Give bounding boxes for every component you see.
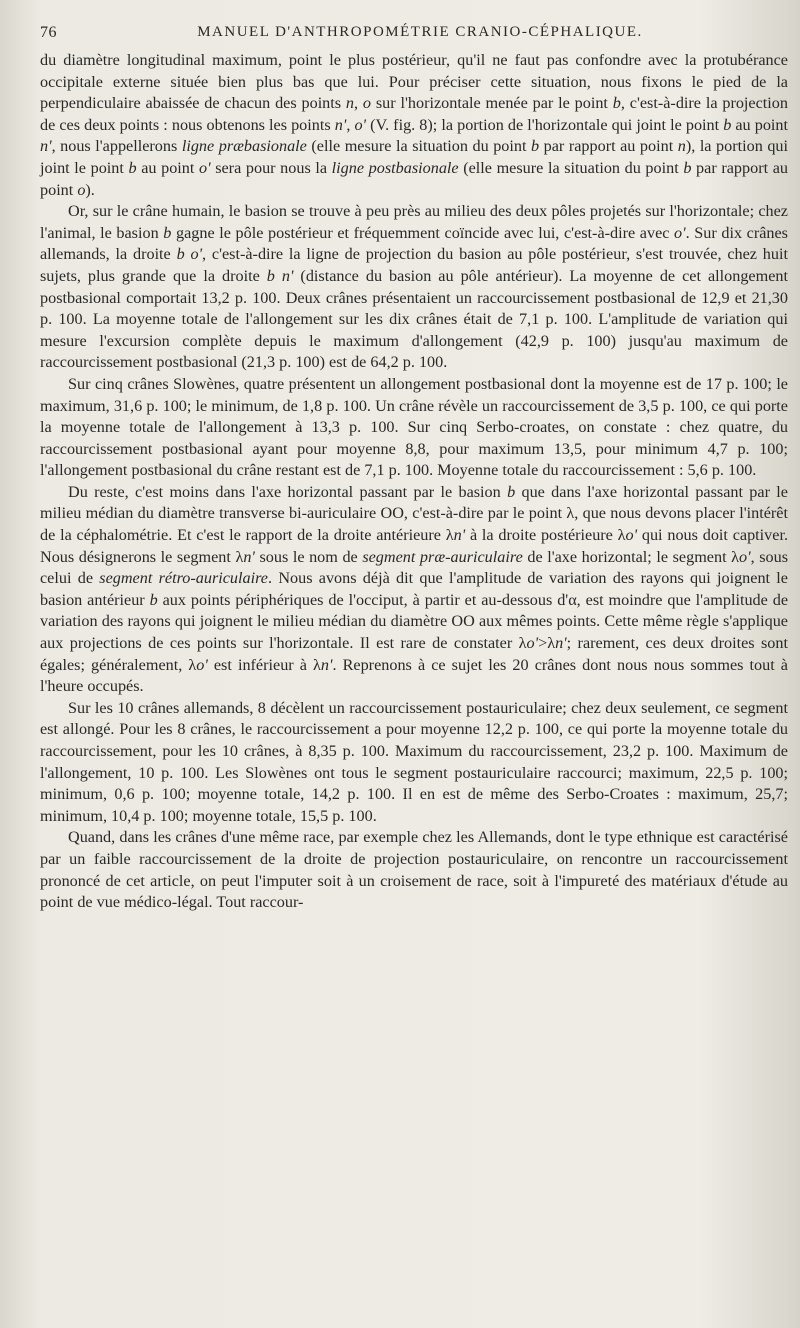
text-run: . Reprenons à ce sujet les 20 crânes dont nous nous sommes tout à l'heure occupés. xyxy=(40,655,788,696)
text-run: du diamètre longitudinal maximum, point le plus postérieur, qu'il ne faut pas confondre avec la protubérance occipitale externe située bien plus bas que lui. Pour préciser cette situation, nous fixons le pied de la perpendiculaire abaissée de chacun des points xyxy=(40,51,788,113)
italic-text: n' xyxy=(334,115,347,134)
italic-text: n' xyxy=(40,137,52,156)
text-run: (elle mesure la situation du point xyxy=(306,137,532,156)
text-run: sur l'horizontale menée par le point xyxy=(371,94,613,113)
text-run: Quand, dans les crânes d'une même race, par exemple chez les Allemands, dont le type ethnique est caractérisé par un faible raccourcissement de la droite de projection postauriculaire, on rencontre un raccourcissement prononcé de cet article, on peut l'imputer soit à un croisement de race, soit à l'impureté des matériaux d'étude au point de vue médico-légal. Tout raccour- xyxy=(40,828,788,912)
italic-text: b xyxy=(149,590,158,609)
text-run: (elle mesure la situation du point xyxy=(458,158,684,177)
text-run: sous le nom de xyxy=(254,547,363,566)
body-text xyxy=(40,50,788,914)
text-run: sera pour nous la xyxy=(210,158,332,177)
italic-text: b xyxy=(723,115,732,134)
text-run: >λ xyxy=(538,634,556,653)
paragraph xyxy=(40,698,788,828)
italic-text: o' xyxy=(196,655,208,674)
italic-text: o' xyxy=(625,526,638,545)
italic-text: b xyxy=(683,158,692,177)
italic-text: segment præ-auriculaire xyxy=(362,547,523,566)
italic-text: ligne præbasionale xyxy=(181,137,307,156)
italic-text: o' xyxy=(354,115,366,134)
italic-text: n xyxy=(345,94,355,113)
italic-text: b xyxy=(507,482,516,501)
italic-text: b o' xyxy=(176,245,203,264)
running-title: MANUEL D'ANTHROPOMÉTRIE CRANIO-CÉPHALIQUE. xyxy=(197,24,643,40)
paragraph xyxy=(40,827,788,913)
text-run: qui nous doit captiver. Nous désignerons le segment λ xyxy=(40,526,788,566)
italic-text: n' xyxy=(243,547,255,566)
italic-text: n' xyxy=(453,526,466,545)
text-run: , c'est-à-dire la ligne de projection du basion au pôle postérieur, s'est trouvée, chez huit sujets, plus grande que la droite xyxy=(40,245,788,285)
text-run: à la droite postérieure λ xyxy=(465,526,626,545)
text-run: Sur les 10 crânes allemands, 8 décèlent un raccourcissement postauriculaire; chez deux seulement, ce segment est allongé. Pour les 8 crânes, le raccourcissement a pour moyenne 12,2 p. 100, ce qui porte la moyenne totale du raccourcissement, pour les 10 crânes, à 8,35 p. 100. Maximum du raccourcissement, 23,2 p. 100. Maximum de l'allongement, 10 p. 100. Les Slowènes ont tous le segment postauriculaire raccourci; maximum, 22,5 p. 100; minimum, 0,6 p. 100; moyenne totale, 14,2 p. 100. Il en est de même des Serbo-Croates : maximum, 25,7; minimum, 10,4 p. 100; moyenne totale, 15,5 p. 100. xyxy=(40,698,788,825)
paragraph xyxy=(40,482,788,698)
text-run: (distance du basion au pôle antérieur). La moyenne de cet allongement postbasional comportait 13,2 p. 100. Deux crânes présentaient un raccourcissement postbasional de 12,9 et 21,30 p. 100. La moyenne totale de l'allongement sur les dix crânes était de 7,1 p. 100. L'amplitude de variation qui mesure l'excursion complète depuis le maximum d'allongement (42,9 p. 100) jusqu'au maximum de raccourcissement postbasional (21,3 p. 100) est de 64,2 p. 100. xyxy=(40,266,788,372)
text-run: . Nous avons déjà dit que l'amplitude de variation des rayons qui joignent le basion antérieur xyxy=(40,569,788,609)
text-run: (V. fig. 8); la portion de l'horizontale qui joint le point xyxy=(366,115,724,134)
italic-text: ligne postbasionale xyxy=(331,158,459,177)
text-run: au point xyxy=(136,158,200,177)
text-run: ). xyxy=(85,180,95,199)
text-run: , xyxy=(346,115,355,134)
text-run: aux points périphériques de l'occiput, à partir et au-dessous d'α, est moindre que l'amplitude de variation des rayons qui joignent le milieu médian du diamètre OO aux mêmes points. Cette même règle s'applique aux projections de ces points sur l'horizontale. Il est rare de constater λ xyxy=(40,590,789,653)
text-run: , c'est-à-dire la projection de ces deux points : nous obtenons les points xyxy=(40,94,788,134)
page-header xyxy=(40,18,760,48)
text-run: de l'axe horizontal; le segment λ xyxy=(522,547,740,566)
text-run: Sur cinq crânes Slowènes, quatre présentent un allongement postbasional dont la moyenne est de 17 p. 100; le maximum, 31,6 p. 100; le minimum, de 1,8 p. 100. Un crâne révèle un raccourcissement de 3,5 p. 100, ce qui porte la moyenne totale de l'allongement à 13,3 p. 100. Sur cinq Serbo-croates, on constate : chez quatre, du raccourcissement postbasional ayant pour moyenne 8,8, pour maximum 13,5, pour minimum 4,7 p. 100; l'allongement postbasional du crâne restant est de 7,1 p. 100. Moyenne totale du raccourcissement : 5,6 p. 100. xyxy=(40,374,788,480)
text-run: au point xyxy=(731,115,788,134)
text-run: ; rarement, ces deux droites sont égales; généralement, λ xyxy=(40,634,788,674)
text-run: que dans l'axe horizontal passant par le milieu médian du diamètre transverse bi-auriculaire OO, c'est-à-dire par le point λ, que nous devons placer l'intérêt de la céphalométrie. Et c'est le rapport de la droite antérieure λ xyxy=(40,482,788,545)
italic-text: b xyxy=(612,94,621,113)
paragraph xyxy=(40,50,788,201)
text-run: est inférieur à λ xyxy=(207,655,321,674)
italic-text: o xyxy=(77,180,86,199)
text-run: par rapport au point xyxy=(40,158,788,199)
italic-text: segment rétro-auriculaire xyxy=(99,569,268,588)
italic-text: o' xyxy=(674,223,686,242)
italic-text: n xyxy=(677,137,686,156)
italic-text: b xyxy=(531,137,540,156)
page-number: 76 xyxy=(40,24,57,41)
text-run: , xyxy=(354,94,363,113)
italic-text: o' xyxy=(526,634,539,653)
text-run: ), la portion qui joint le point xyxy=(40,137,789,177)
paragraph xyxy=(40,374,788,482)
italic-text: o' xyxy=(199,158,211,177)
text-run: . Sur dix crânes allemands, la droite xyxy=(40,223,788,264)
text-run: Or, sur le crâne humain, le basion se trouve à peu près au milieu des deux pôles projetés sur l'horizontale; chez l'animal, le basion xyxy=(40,202,788,242)
paragraph xyxy=(40,201,788,374)
italic-text: b xyxy=(128,158,137,177)
text-run: , nous l'appellerons xyxy=(51,137,182,156)
italic-text: b n' xyxy=(266,266,294,285)
italic-text: o xyxy=(362,94,371,113)
text-run: gagne le pôle postérieur et fréquemment coïncide avec lui, c'est-à-dire avec xyxy=(171,223,675,242)
italic-text: n' xyxy=(320,655,333,674)
italic-text: n' xyxy=(555,634,567,653)
italic-text: o' xyxy=(739,547,751,566)
text-run: , sous celui de xyxy=(40,547,788,588)
text-run: Du reste, c'est moins dans l'axe horizontal passant par le basion xyxy=(68,482,508,501)
text-run: par rapport au point xyxy=(539,137,678,156)
italic-text: b xyxy=(163,223,172,242)
